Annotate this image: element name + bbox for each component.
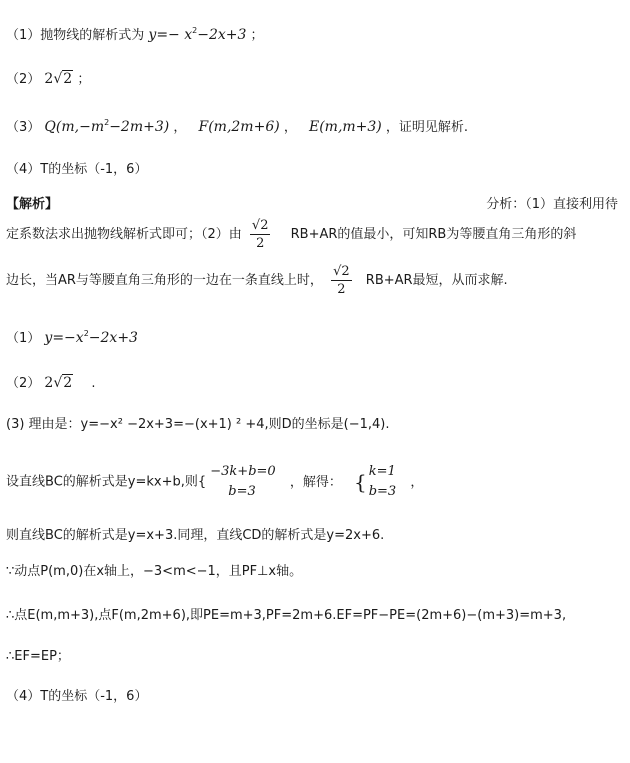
answer-2-coef: 2 (44, 71, 54, 87)
answer-3-q-b: −2m+3) (109, 119, 170, 135)
answer-2 (6, 70, 90, 89)
answer-1-expr-a: y=− x (148, 27, 193, 43)
analysis-line-2 (6, 264, 508, 297)
line-ef-ep: ∴EF=EP； (6, 649, 70, 664)
system-2-row-1: k=1 (368, 464, 396, 479)
answer-3-q: Q(m,−m (44, 119, 105, 135)
bc-line-a: 设直线BC的解析式是y=kx+b,则{ (6, 474, 207, 490)
system-1-row-1: −3k+b=0 (210, 464, 276, 479)
answer-1-sup: 2 (192, 26, 198, 35)
answer-3-sep2: ， (283, 120, 297, 135)
answer-4: （4）T的坐标（-1，6） (6, 162, 148, 177)
solution-1-sup: 2 (83, 329, 89, 338)
line-cd: 则直线BC的解析式是y=x+3.同理，直线CD的解析式是y=2x+6. (6, 528, 385, 543)
answer-1 (6, 26, 264, 45)
answer-2-sqrt: 2√2 (44, 71, 73, 87)
answer-1-tail: ； (250, 28, 264, 43)
fraction-sqrt2-over-2 (250, 218, 271, 251)
system-1-row-2: b=3 (228, 484, 256, 499)
system-2-row-2: b=3 (368, 484, 397, 499)
fraction-numerator: √2 (251, 218, 269, 233)
solution-2 (6, 374, 95, 393)
answer-3-label: （3） (6, 120, 41, 135)
solution-2-coef: 2 (44, 375, 54, 391)
solution-1-expr-b: −2x+3 (88, 330, 138, 346)
system-equations-1 (210, 462, 275, 502)
solution-1-expr-a: y=−x (44, 330, 84, 346)
answer-2-radicand: 2 (63, 71, 73, 87)
analysis-intro: 分析：（1）直接利用待 (486, 197, 618, 212)
analysis-line-2-a: 边长，当AR与等腰直角三角形的一边在一条直线上时， (6, 273, 323, 288)
fraction-sqrt2-over-2-b (331, 264, 352, 297)
answer-3 (6, 118, 468, 137)
solution-2-sqrt: 2√2 (44, 375, 73, 391)
solution-1-label: （1） (6, 331, 41, 346)
bc-line (6, 462, 423, 502)
answer-3-sep1: ， (173, 120, 187, 135)
analysis-line-1 (6, 218, 576, 251)
solution-3: (3) 理由是：y=−x² −2x+3=−(x+1) ² +4,则D的坐标是(−1,4). (6, 417, 390, 432)
solution-2-radicand: 2 (63, 375, 73, 391)
bc-line-b: ，解得： (289, 474, 342, 490)
fraction-numerator-b: √2 (333, 264, 350, 279)
answer-2-tail: ； (77, 72, 91, 87)
answer-3-f: F(m,2m+6) (198, 119, 280, 135)
answer-1-expr-b: −2x+3 (197, 27, 247, 43)
system-equations-2: { k=1 b=3 (354, 462, 396, 502)
solution-1 (6, 329, 138, 348)
answer-3-tail: ，证明见解析. (385, 120, 469, 135)
line-point-e: ∴点E(m,m+3),点F(m,2m+6),即PE=m+3,PF=2m+6.EF=PF−PE=(2m+6)−(m+3)=m+3, (6, 608, 567, 623)
answer-2-label: （2） (6, 72, 41, 87)
analysis-line-1-b: RB+AR的值最小，可知RB为等腰直角三角形的斜 (290, 227, 577, 242)
fraction-denominator-b: 2 (337, 282, 346, 297)
answer-3-sup: 2 (104, 118, 110, 127)
line-point-p: ∵动点P(m,0)在x轴上，−3<m<−1，且PF⊥x轴。 (6, 564, 303, 579)
solution-2-tail: . (91, 376, 96, 391)
analysis-heading: 【解析】 (6, 197, 59, 212)
bc-line-c: ， (410, 474, 424, 490)
solution-2-label: （2） (6, 376, 41, 391)
answer-1-label: （1）抛物线的解析式为 (6, 28, 145, 43)
analysis-line-2-b: RB+AR最短，从而求解. (365, 273, 508, 288)
analysis-line-1-a: 定系数法求出抛物线解析式即可；（2）由 (6, 227, 242, 242)
answer-3-e: E(m,m+3) (308, 119, 382, 135)
fraction-denominator: 2 (256, 236, 265, 251)
solution-4: （4）T的坐标（-1，6） (6, 689, 148, 704)
